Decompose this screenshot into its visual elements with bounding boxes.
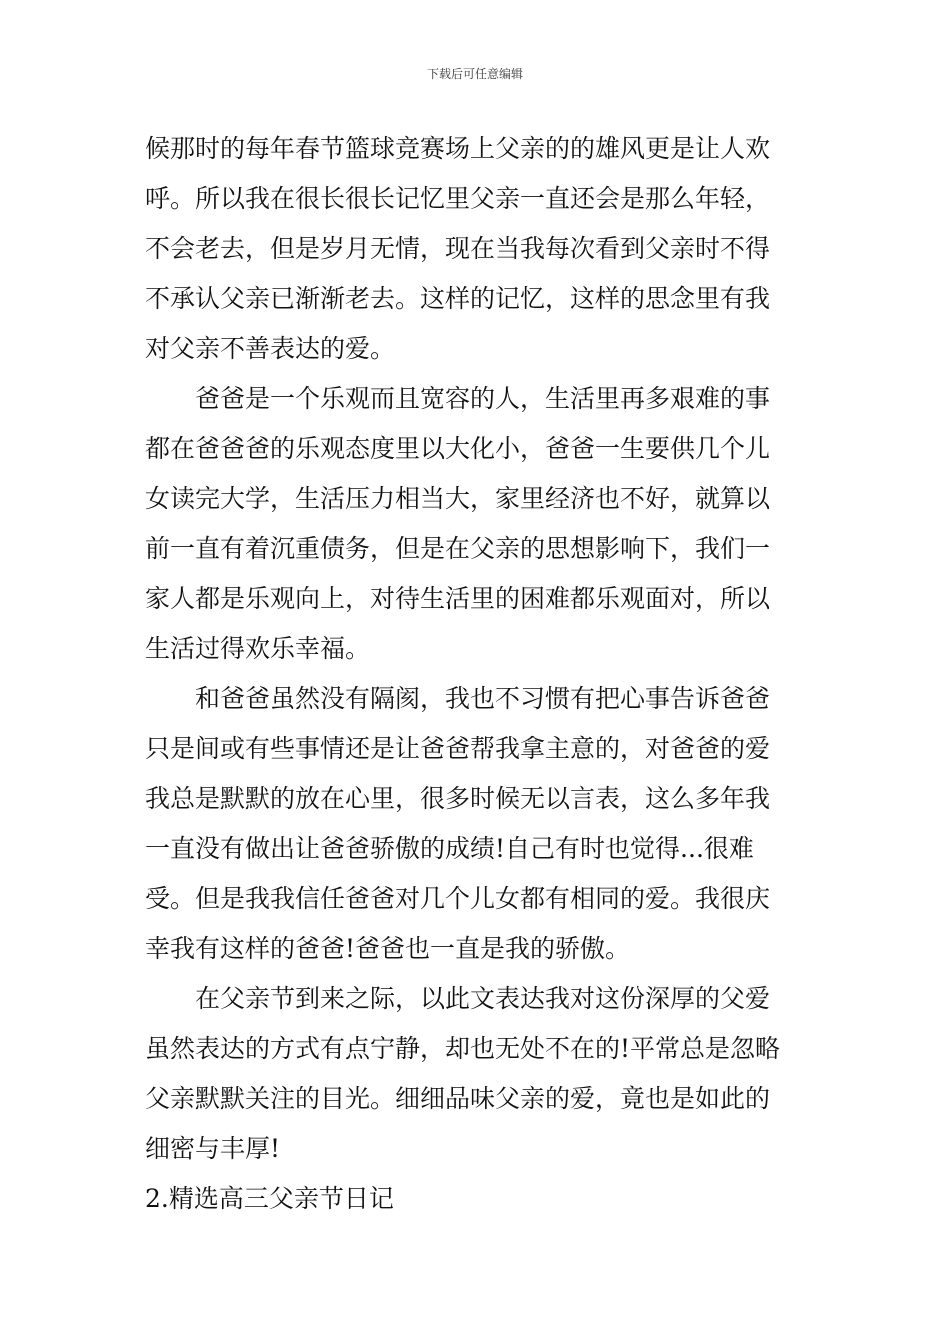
text-line: 受。但是我我信任爸爸对几个儿女都有相同的爱。我很庆 bbox=[145, 884, 771, 913]
text-line: 呼。所以我在很长很长记忆里父亲一直还会是那么年轻， bbox=[145, 184, 771, 213]
text-line: 爸爸是一个乐观而且宽容的人，生活里再多艰难的事 bbox=[145, 384, 771, 413]
text-line: 不承认父亲已渐渐老去。这样的记忆，这样的思念里有我 bbox=[145, 284, 771, 313]
text-line: 在父亲节到来之际，以此文表达我对这份深厚的父爱 bbox=[145, 984, 771, 1013]
text-line: 生活过得欢乐幸福。 bbox=[145, 634, 371, 663]
text-line: 一直没有做出让爸爸骄傲的成绩!自己有时也觉得...很难 bbox=[145, 834, 754, 863]
text-line: 不会老去，但是岁月无情，现在当我每次看到父亲时不得 bbox=[145, 234, 771, 263]
page-header-note: 下载后可任意编辑 bbox=[426, 67, 523, 81]
text-line: 我总是默默的放在心里，很多时候无以言表，这么多年我 bbox=[145, 784, 771, 813]
text-line: 只是间或有些事情还是让爸爸帮我拿主意的，对爸爸的爱 bbox=[145, 734, 771, 763]
text-line: 女读完大学，生活压力相当大，家里经济也不好，就算以 bbox=[145, 484, 771, 513]
text-line: 都在爸爸爸的乐观态度里以大化小，爸爸一生要供几个儿 bbox=[145, 434, 771, 463]
text-line: 父亲默默关注的目光。细细品味父亲的爱，竟也是如此的 bbox=[145, 1084, 771, 1113]
text-line: 和爸爸虽然没有隔阂，我也不习惯有把心事告诉爸爸 bbox=[145, 684, 771, 713]
text-line: 候那时的每年春节篮球竞赛场上父亲的的雄风更是让人欢 bbox=[145, 134, 771, 163]
text-line: 细密与丰厚! bbox=[145, 1134, 281, 1163]
text-line: 前一直有着沉重债务，但是在父亲的思想影响下，我们一 bbox=[145, 534, 771, 563]
text-line: 幸我有这样的爸爸!爸爸也一直是我的骄傲。 bbox=[145, 934, 631, 963]
document-body bbox=[145, 124, 807, 1224]
text-line: 虽然表达的方式有点宁静，却也无处不在的!平常总是忽略 bbox=[145, 1034, 781, 1063]
text-line: 家人都是乐观向上，对待生活里的困难都乐观面对，所以 bbox=[145, 584, 771, 613]
section-heading: 2.精选高三父亲节日记 bbox=[145, 1184, 394, 1213]
text-line: 对父亲不善表达的爱。 bbox=[145, 334, 396, 363]
